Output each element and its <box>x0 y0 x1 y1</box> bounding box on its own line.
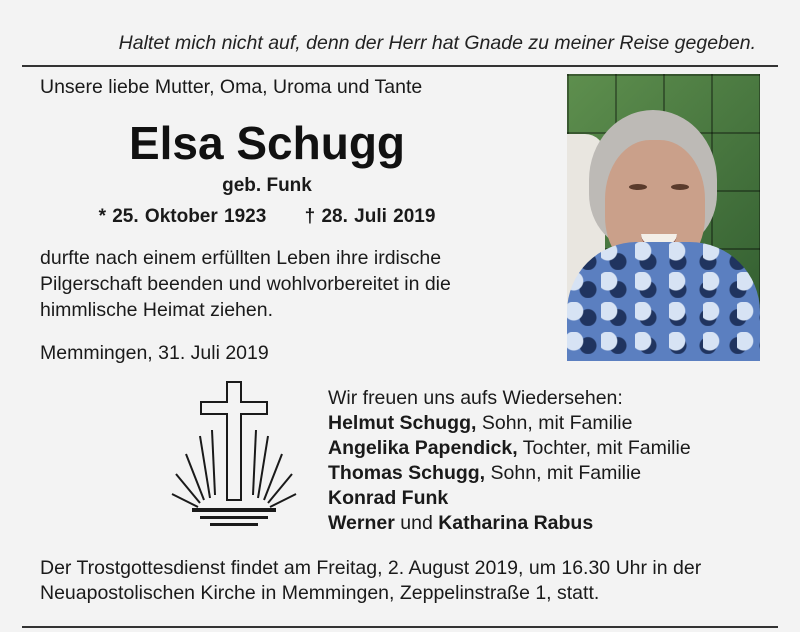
obituary-notice <box>22 20 778 616</box>
family-member <box>328 411 691 436</box>
motto-verse: Haltet mich nicht auf, denn der Herr hat Gnade zu meiner Reise gegeben. <box>118 32 756 54</box>
family-member <box>328 461 691 486</box>
family-member <box>328 511 691 536</box>
bottom-divider <box>22 626 778 628</box>
eye <box>671 184 689 190</box>
member-relation: Tochter, mit Familie <box>517 437 691 459</box>
service-line: Neuapostolischen Kirche in Memmingen, Zeppelinstraße 1, statt. <box>40 582 600 604</box>
member-name: Thomas Schugg, <box>328 462 486 484</box>
member-name: Konrad Funk <box>328 487 449 509</box>
member-name: Angelika Papendick, <box>328 437 518 459</box>
obituary-text <box>40 245 520 323</box>
member-relation: Sohn, mit Familie <box>485 462 642 484</box>
family-heading: Wir freuen uns aufs Wiedersehen: <box>328 387 623 409</box>
patterned-blouse <box>567 242 760 361</box>
text-line: durfte nach einem erfüllten Leben ihre irdische <box>40 247 442 269</box>
member-name: Werner <box>328 512 395 534</box>
deceased-name: Elsa Schugg <box>128 117 406 169</box>
family-member <box>328 436 691 461</box>
service-line: Der Trostgottesdienst findet am Freitag, 2. August 2019, um 16.30 Uhr in der <box>40 557 702 579</box>
top-divider <box>22 65 778 67</box>
family-list <box>328 386 691 536</box>
life-dates <box>22 206 512 228</box>
birth-name: geb. Funk <box>222 175 312 196</box>
portrait-photo <box>567 74 760 361</box>
death-date: † 28. Juli 2019 <box>304 206 436 227</box>
service-announcement <box>40 556 770 606</box>
member-name: Helmut Schugg, <box>328 412 477 434</box>
family-member <box>328 486 691 511</box>
cross-sunrise-icon <box>170 380 300 540</box>
text-line: Pilgerschaft beenden und wohlvorbereitet in die <box>40 273 451 295</box>
place-date: Memmingen, 31. Juli 2019 <box>40 342 269 364</box>
member-connector: und <box>394 512 439 534</box>
member-name: Katharina Rabus <box>438 512 594 534</box>
text-line: himmlische Heimat ziehen. <box>40 299 274 321</box>
birth-date: * 25. Oktober 1923 <box>98 206 267 227</box>
member-relation: Sohn, mit Familie <box>476 412 633 434</box>
intro-line: Unsere liebe Mutter, Oma, Uroma und Tante <box>40 76 423 98</box>
eye <box>629 184 647 190</box>
